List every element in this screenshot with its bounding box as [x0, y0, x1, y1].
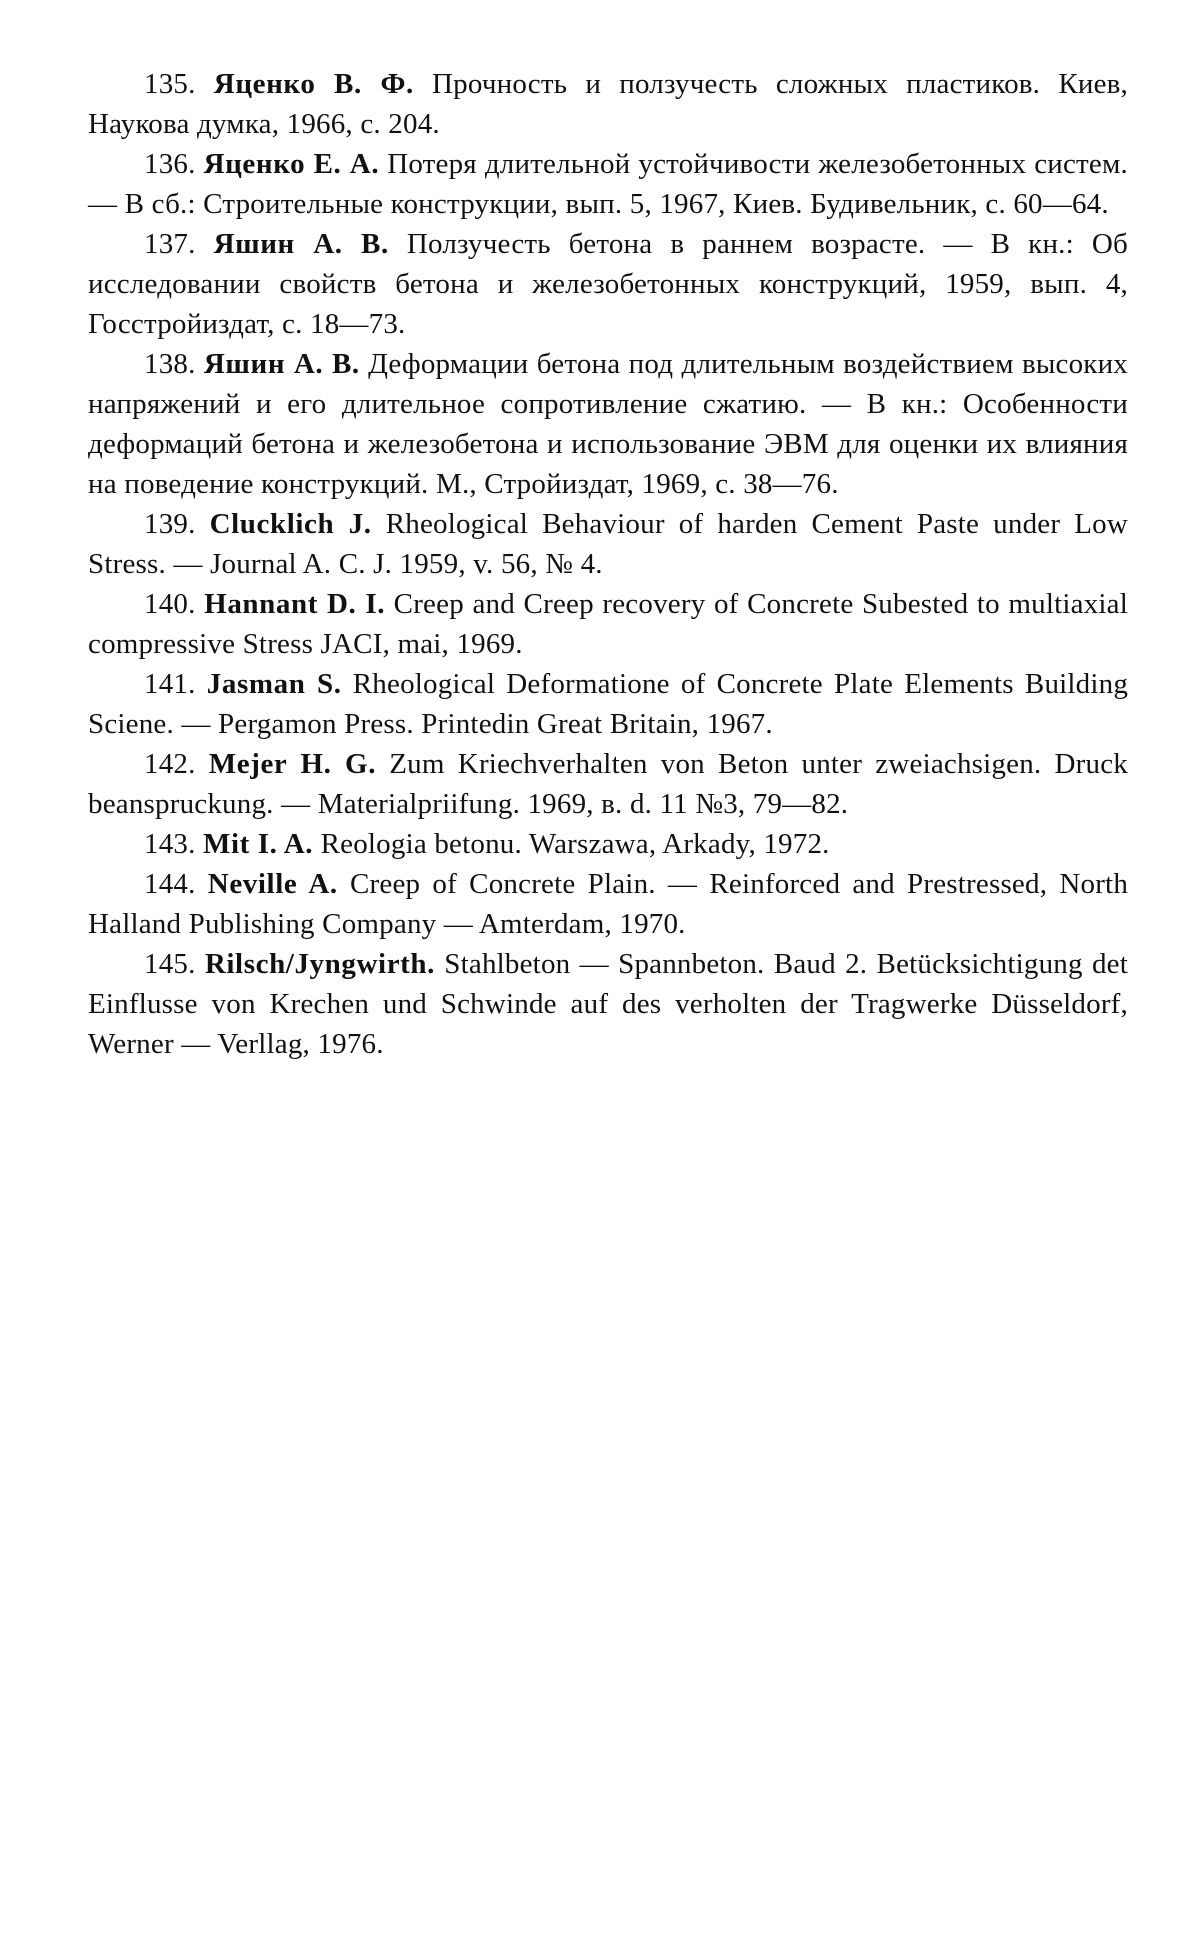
reference-item-140 — [88, 584, 1128, 664]
reference-author: Rilsch/Jyngwirth. — [204, 948, 435, 980]
reference-item-145 — [88, 944, 1128, 1064]
reference-author: Яценко Е. А. — [203, 148, 380, 180]
reference-number: 145. — [144, 948, 196, 980]
reference-author: Яценко В. Ф. — [213, 68, 414, 100]
reference-text: Rheological Deformatione of Concrete Plate Elements Building Sciene. — Pergamon Press. Printedin Great Britain, 1967. — [88, 668, 1129, 740]
reference-author: Neville A. — [207, 868, 338, 900]
reference-item-135 — [88, 64, 1128, 144]
reference-text: Creep and Creep recovery of Concrete Subested to multiaxial compressive Stress JACI, mai, 1969. — [88, 588, 1129, 660]
reference-item-138 — [88, 344, 1128, 504]
reference-item-139 — [88, 504, 1128, 584]
reference-number: 137. — [144, 228, 196, 260]
reference-number: 141. — [144, 668, 196, 700]
reference-item-144 — [88, 864, 1128, 944]
reference-text: Zum Kriechverhalten von Beton unter zweiachsigen. Druck beanspruckung. — Materialpriifung. 1969, в. d. 11 №3, 79—82. — [88, 748, 1128, 820]
reference-text: Потеря длительной устойчивости железобетонных систем. — В сб.: Строительные конструкции, вып. 5, 1967, Киев. Будивельник, с. 60—64. — [88, 148, 1128, 220]
reference-text: Прочность и ползучесть сложных пластиков. Киев, Наукова думка, 1966, с. 204. — [88, 68, 1129, 140]
reference-item-142 — [88, 744, 1128, 824]
reference-text: Stahlbeton — Spannbeton. Baud 2. Betücksichtigung det Einflusse von Krechen und Schwinde auf des verholten der Tragwerke Düsseldorf, Werner — Verllag, 1976. — [88, 948, 1129, 1060]
reference-item-136 — [88, 144, 1128, 224]
reference-number: 138. — [144, 348, 196, 380]
reference-number: 139. — [144, 508, 196, 540]
reference-number: 142. — [144, 748, 196, 780]
reference-number: 143. — [144, 828, 196, 860]
reference-text: Деформации бетона под длительным воздействием высоких напряжений и его длительное сопротивление сжатию. — В кн.: Особенности деформаций бетона и железобетона и использование ЭВМ для оценки их влияния на поведение конструкций. М., Стройиздат, 1969, с. 38—76. — [88, 348, 1128, 500]
reference-number: 144. — [144, 868, 196, 900]
reference-author: Hannant D. I. — [204, 588, 386, 620]
reference-text: Ползучесть бетона в раннем возрасте. — В кн.: Об исследовании свойств бетона и железобетонных конструкций, 1959, вып. 4, Госстройиздат, с. 18—73. — [88, 228, 1128, 340]
reference-item-137 — [88, 224, 1128, 344]
reference-text: Reologia betonu. Warszawa, Arkady, 1972. — [320, 828, 830, 860]
reference-author: Mejer H. G. — [208, 748, 377, 780]
reference-author: Яшин А. В. — [213, 228, 389, 260]
reference-text: Rheological Behaviour of harden Cement Paste under Low Stress. — Journal A. C. J. 1959, v. 56, № 4. — [88, 508, 1128, 580]
reference-number: 140. — [144, 588, 196, 620]
reference-list — [88, 64, 1128, 1064]
reference-author: Яшин А. В. — [203, 348, 360, 380]
reference-author: Jasman S. — [206, 668, 342, 700]
reference-text: Creep of Concrete Plain. — Reinforced and Prestressed, North Halland Publishing Company — Amterdam, 1970. — [88, 868, 1129, 940]
reference-number: 135. — [144, 68, 196, 100]
reference-item-143 — [88, 824, 1128, 864]
reference-number: 136. — [144, 148, 196, 180]
reference-author: Clucklich J. — [209, 508, 372, 540]
reference-author: Mit I. A. — [203, 828, 314, 860]
reference-item-141 — [88, 664, 1128, 744]
